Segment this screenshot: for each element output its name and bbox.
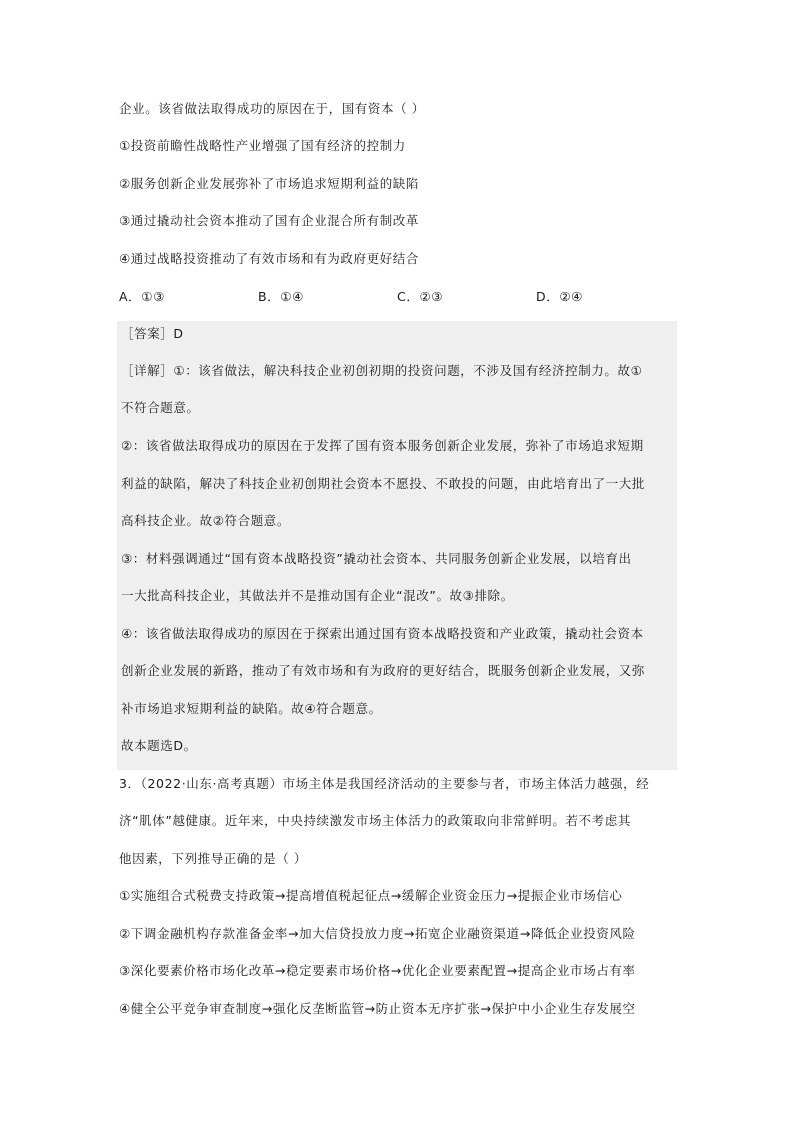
- answer-explanation-box: [117, 321, 677, 770]
- explanation-line: 故本题选D。: [121, 738, 197, 753]
- explanation-line: 创新企业发展的新路，推动了有效市场和有为政府的更好结合，既服务创新企业发展，又弥: [121, 663, 646, 678]
- question-item-3: ③通过撬动社会资本推动了国有企业混合所有制改革: [119, 213, 420, 228]
- explanation-line: ［详解］①：该省做法，解决科技企业初创初期的投资问题，不涉及国有经济控制力。故①: [121, 363, 643, 378]
- question3-item-4: ④健全公平竞争审查制度→强化反垄断监管→防止资本无序扩张→保护中小企业生存发展空: [119, 1001, 636, 1016]
- question-item-4: ④通过战略投资推动了有效市场和有为政府更好结合: [119, 251, 420, 266]
- explanation-line: 不符合题意。: [121, 400, 200, 415]
- answer-line: ［答案］D: [121, 326, 184, 341]
- question3-item-3: ③深化要素价格市场化改革→稳定要素市场价格→优化企业要素配置→提高企业市场占有率: [119, 963, 636, 978]
- explanation-line: 一大批高科技企业，其做法并不是推动国有企业“混改”。故③排除。: [121, 588, 514, 603]
- question3-item-2: ②下调金融机构存款准备金率→加大信贷投放力度→拓宽企业融资渠道→降低企业投资风险: [119, 926, 636, 941]
- question-stem-tail: 企业。该省做法取得成功的原因在于，国有资本（ ）: [119, 101, 425, 116]
- explanation-line: 利益的缺陷，解决了科技企业初创期社会资本不愿投、不敢投的问题，由此培育出了一大批: [121, 476, 646, 491]
- question3-stem-line: 他因素，下列推导正确的是（ ）: [119, 851, 307, 866]
- option-b: B．①④: [258, 289, 304, 304]
- question3-stem-line: 济“肌体”越健康。近年来，中央持续激发市场主体活力的政策取向非常鲜明。若不考虑其: [119, 813, 631, 828]
- option-a: A．①③: [119, 289, 165, 304]
- answer-options: [119, 288, 679, 306]
- explanation-line: 高科技企业。故②符合题意。: [121, 513, 291, 528]
- explanation-line: ④：该省做法取得成功的原因在于探索出通过国有资本战略投资和产业政策，撬动社会资本: [121, 626, 644, 641]
- question3-stem-line: 3．（2022·山东·高考真题）市场主体是我国经济活动的主要参与者，市场主体活力越强，经: [119, 776, 650, 791]
- explanation-line: ③：材料强调通过“国有资本战略投资”撬动社会资本、共同服务创新企业发展，以培育出: [121, 551, 632, 566]
- explanation-line: 补市场追求短期利益的缺陷。故④符合题意。: [121, 701, 382, 716]
- option-d: D．②④: [536, 289, 583, 304]
- option-c: C．②③: [397, 289, 444, 304]
- question-item-1: ①投资前瞻性战略性产业增强了国有经济的控制力: [119, 138, 406, 153]
- question-item-2: ②服务创新企业发展弥补了市场追求短期利益的缺陷: [119, 176, 420, 191]
- question3-item-1: ①实施组合式税费支持政策→提高增值税起征点→缓解企业资金压力→提振企业市场信心: [119, 888, 623, 903]
- explanation-line: ②：该省做法取得成功的原因在于发挥了国有资本服务创新企业发展，弥补了市场追求短期: [121, 438, 644, 453]
